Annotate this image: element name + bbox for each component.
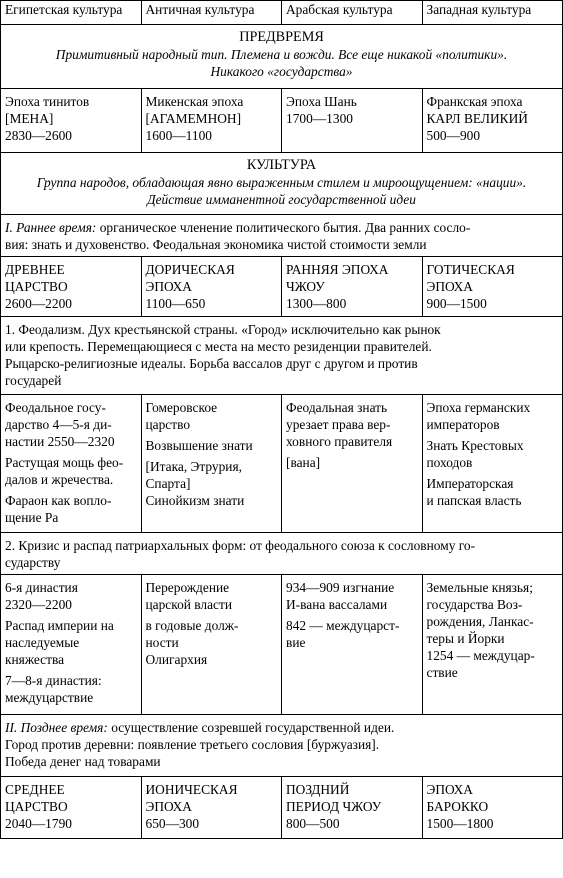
cell-line: ховного правителя [286,434,393,449]
cell-line: Феодальное госу- [5,400,106,415]
late-time-line-2: Город против деревни: появление третьего сословия [буржуазия]. [5,737,380,752]
late-time-row [1,715,563,777]
epoch-dates: 900—1500 [426,296,487,311]
feudal-cell-antique [141,395,282,533]
cell-line: государства Воз- [426,597,523,612]
epoch-name: Эпоха тинитов [5,94,90,109]
epoch-dates: 1700—1300 [286,111,353,126]
cell-line: 1254 — междуцар- [426,648,535,663]
epoch-dates: 500—900 [426,128,481,143]
epoch-name-2: ЦАРСТВО [5,799,68,814]
epoch-name: ГОТИЧЕСКАЯ [426,262,515,277]
epoch-name-2: ЦАРСТВО [5,279,68,294]
cell-line: 2320—2200 [5,597,72,612]
cell-line: ствие [426,665,458,680]
epoch-dates: 2600—2200 [5,296,72,311]
feudalism-cell [1,317,563,395]
epoch-name: ИОНИЧЕСКАЯ [145,782,238,797]
cell-line: 934—909 изгнание [286,580,395,595]
crisis-cell-egyptian [1,575,142,715]
epoch-name: Франкская эпоха [426,94,523,109]
cell-line: походов [426,455,473,470]
epoch-name: Эпоха Шань [286,94,357,109]
cell-line: княжества [5,652,65,667]
crisis-line-2: сударству [5,555,61,570]
feudalism-details-row [1,395,563,533]
crisis-cell-western [422,575,563,715]
late-time-line-3: Победа денег над товарами [5,754,161,769]
cell-line: Фараон как вопло- [5,493,112,508]
epochs-row-1 [1,89,563,153]
cell-line: Распад империи на [5,618,114,633]
cell-line: теры и Йорки [426,631,505,646]
epoch-ruler: КАРЛ ВЕЛИКИЙ [426,111,528,126]
epoch-name: ДОРИЧЕСКАЯ [145,262,235,277]
epoch-cell-egyptian-2 [1,257,142,317]
epoch-dates: 650—300 [145,816,200,831]
cell-line: Синойкизм знати [145,493,245,508]
cell-line: междуцарствие [5,690,94,705]
epoch-name: РАННЯЯ ЭПОХА [286,262,389,277]
crisis-details-row [1,575,563,715]
culture-cell [1,153,563,215]
cell-line: [Итака, Этрурия, [145,459,242,474]
cell-line: вие [286,635,306,650]
epoch-cell-antique-3 [141,777,282,839]
cell-line: ности [145,635,179,650]
epoch-name: ЭПОХА [426,782,473,797]
epoch-name-2: ЭПОХА [145,799,192,814]
epoch-dates: 1100—650 [145,296,206,311]
header-arabic: Арабская культура [282,1,423,25]
late-time-lead: II. Позднее время: [5,720,108,735]
late-time-line-1 [5,719,558,736]
early-time-rest: органическое членение политического бытия. Два ранних сосло- [96,220,471,235]
feudalism-line-2: или крепость. Перемещающиеся с места на место резиденции правителей. [5,339,432,354]
cell-line: урезает права вер- [286,417,391,432]
epoch-cell-arabic-2 [282,257,423,317]
cell-line: наследуемые [5,635,80,650]
epoch-ruler: [АГАМЕМНОН] [145,111,242,126]
feudalism-line-1: 1. Феодализм. Дух крестьянской страны. «Город» исключительно как рынок [5,322,441,337]
cell-line: рождения, Ланкас- [426,614,534,629]
cell-line: и папская власть [426,493,522,508]
cell-line: щение Ра [5,510,59,525]
late-time-cell [1,715,563,777]
cell-line: Перерождение [145,580,230,595]
header-antique: Античная культура [141,1,282,25]
predtime-row [1,25,563,89]
epoch-name: ДРЕВНЕЕ [5,262,65,277]
culture-row [1,153,563,215]
cell-line: 6-я династия [5,580,78,595]
header-row [1,1,563,25]
epoch-cell-western-3 [422,777,563,839]
cell-line: дарство 4—5-я ди- [5,417,112,432]
epoch-dates: 800—500 [286,816,340,831]
feudalism-row [1,317,563,395]
epoch-cell-antique-1 [141,89,282,153]
cell-line: 842 — междуцарст- [286,618,400,633]
cell-line: царской власти [145,597,233,612]
epoch-ruler: [МЕНА] [5,111,54,126]
culture-title: КУЛЬТУРА [246,157,317,173]
late-time-rest: осуществление созревшей государственной идеи. [107,720,395,735]
crisis-cell-antique [141,575,282,715]
predtime-cell [1,25,563,89]
epoch-name-2: БАРОККО [426,799,489,814]
epoch-name: ПОЗДНИЙ [286,782,350,797]
cell-line: Феодальная знать [286,400,388,415]
epoch-dates: 1500—1800 [426,816,494,831]
feudal-cell-egyptian [1,395,142,533]
feudal-cell-arabic [282,395,423,533]
epoch-name-2: ЭПОХА [426,279,473,294]
cell-line: Знать Крестовых [426,438,524,453]
early-time-row [1,215,563,257]
cell-line: царство [145,417,191,432]
epochs-row-3 [1,777,563,839]
epoch-name-2: ЧЖОУ [286,279,325,294]
crisis-cell-arabic [282,575,423,715]
epochs-row-2 [1,257,563,317]
cell-line: [вана] [286,455,321,470]
feudalism-line-3: Рыцарско-религиозные идеалы. Борьба вассалов друг с другом и против [5,356,418,371]
cell-line: императоров [426,417,500,432]
epoch-cell-western-1 [422,89,563,153]
feudalism-line-4: государей [5,373,62,388]
epoch-name-2: ЭПОХА [145,279,192,294]
cell-line: Спарта] [145,476,191,491]
header-egyptian: Египетская культура [1,1,142,25]
culture-subtitle-line-2: Действие имманентной государственной идеи [147,192,416,207]
cell-line: в годовые долж- [145,618,239,633]
epoch-cell-egyptian-1 [1,89,142,153]
cell-line: далов и жречества. [5,472,114,487]
early-time-line-1 [5,219,558,236]
cell-line: И-вана вассалами [286,597,388,612]
epoch-name-2: ПЕРИОД ЧЖОУ [286,799,382,814]
cell-line: Олигархия [145,652,208,667]
cell-line: Гомеровское [145,400,218,415]
epoch-dates: 1600—1100 [145,128,212,143]
epoch-cell-egyptian-3 [1,777,142,839]
epoch-cell-arabic-1 [282,89,423,153]
epoch-dates: 2040—1790 [5,816,72,831]
predtime-subtitle-line-2: Никакого «государства» [210,64,353,79]
epoch-name: СРЕДНЕЕ [5,782,65,797]
feudal-cell-western [422,395,563,533]
culture-subtitle-line-1: Группа народов, обладающая явно выраженным стилем и мироощущением: «нации». [36,175,527,190]
cell-line: Растущая мощь фео- [5,455,124,470]
crisis-cell [1,533,563,575]
early-time-lead: I. Раннее время: [5,220,97,235]
cell-line: 7—8-я династия: [5,673,102,688]
early-time-line-2: вия: знать и духовенство. Феодальная экономика чистой стоимости земли [5,237,427,252]
cell-line: Возвышение знати [145,438,253,453]
epoch-cell-western-2 [422,257,563,317]
epoch-cell-arabic-3 [282,777,423,839]
predtime-subtitle-line-1: Примитивный народный тип. Племена и вожди. Все еще никакой «политики». [55,47,508,62]
epoch-dates: 2830—2600 [5,128,72,143]
crisis-line-1: 2. Кризис и распад патриархальных форм: от феодального союза к сословному го- [5,538,476,553]
header-western: Западная культура [422,1,563,25]
early-time-cell [1,215,563,257]
predtime-title: ПРЕДВРЕМЯ [239,29,324,45]
cell-line: Земельные князья; [426,580,533,595]
cell-line: Эпоха германских [426,400,531,415]
crisis-row [1,533,563,575]
cell-line: настии 2550—2320 [5,434,115,449]
epoch-cell-antique-2 [141,257,282,317]
epoch-dates: 1300—800 [286,296,347,311]
cell-line: Императорская [426,476,514,491]
epoch-name: Микенская эпоха [145,94,244,109]
